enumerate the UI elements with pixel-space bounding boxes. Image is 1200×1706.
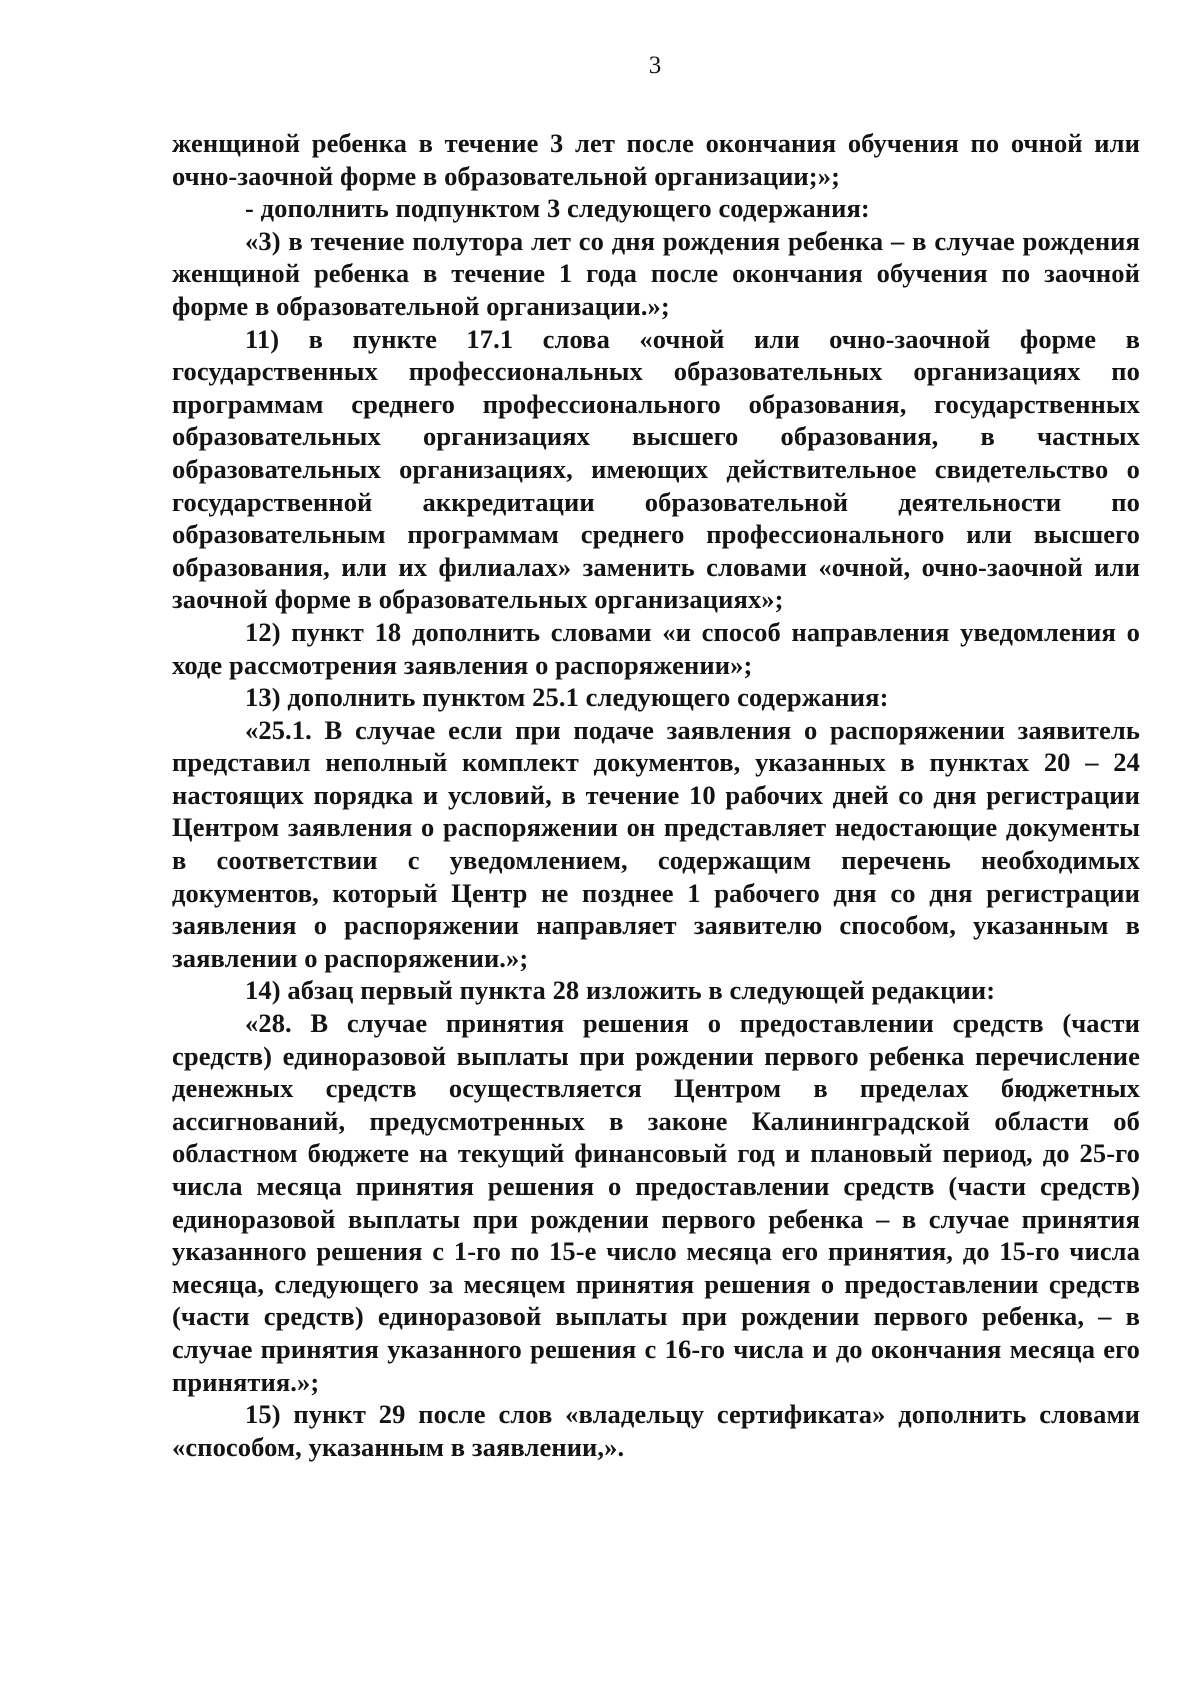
paragraph-point-25-1: «25.1. В случае если при подаче заявления о распоряжении заявитель представил неполный комплект документов, указанных в пунктах 20 – 24 настоящих порядка и условий, в течение 10 рабочих дней со дня регистрации Центром заявления о распоряжении он представляет недостающие документы в соответствии с уведомлением, содержащим перечень необходимых документов, который Центр не позднее 1 рабочего дня со дня регистрации заявления о распоряжении направляет заявителю способом, указанным в заявлении о распоряжении.»; bbox=[172, 714, 1140, 973]
paragraph-subpoint-3-text: «3) в течение полутора лет со дня рождения ребенка – в случае рождения женщиной ребенка в течение 1 года после окончания обучения по заочной форме в образовательной организации.»; bbox=[172, 225, 1140, 321]
document-body bbox=[172, 127, 1140, 1463]
paragraph-item-12: 12) пункт 18 дополнить словами «и способ направления уведомления о ходе рассмотрения заявления о распоряжении»; bbox=[172, 616, 1140, 680]
paragraph-point-28: «28. В случае принятия решения о предоставлении средств (части средств) единоразовой выплаты при рождении первого ребенка перечисление денежных средств осуществляется Центром в пределах бюджетных ассигнований, предусмотренных в законе Калининградской области об областном бюджете на текущий финансовый год и плановый период, до 25-го числа месяца принятия решения о предоставлении средств (части средств) единоразовой выплаты при рождении первого ребенка – в случае принятия указанного решения с 1-го по 15-е число месяца его принятия, до 15-го числа месяца, следующего за месяцем принятия решения о предоставлении средств (части средств) единоразовой выплаты при рождении первого ребенка, – в случае принятия указанного решения с 16-го числа и до окончания месяца его принятия.»; bbox=[172, 1008, 1140, 1397]
page-number: 3 bbox=[648, 52, 662, 79]
paragraph-item-14: 14) абзац первый пункта 28 изложить в следующей редакции: bbox=[245, 975, 996, 1006]
paragraph-item-13: 13) дополнить пунктом 25.1 следующего содержания: bbox=[245, 682, 889, 713]
paragraph-add-subpoint-3: - дополнить подпунктом 3 следующего содержания: bbox=[245, 193, 870, 224]
paragraph-item-11: 11) в пункте 17.1 слова «очной или очно-заочной форме в государственных профессиональных образовательных организациях по программам среднего профессионального образования, государственных образовательных организациях высшего образования, в частных образовательных организациях, имеющих действительное свидетельство о государственной аккредитации образовательной деятельности по образовательным программам среднего профессионального или высшего образования, или их филиалах» заменить словами «очной, очно-заочной или заочной форме в образовательных организациях»; bbox=[172, 323, 1140, 615]
paragraph-continuation: женщиной ребенка в течение 3 лет после окончания обучения по очной или очно-заочной форме в образовательной организации;»; bbox=[172, 128, 1140, 191]
paragraph-item-15: 15) пункт 29 после слов «владельцу сертификата» дополнить словами «способом, указанным в заявлении,». bbox=[172, 1399, 1140, 1462]
